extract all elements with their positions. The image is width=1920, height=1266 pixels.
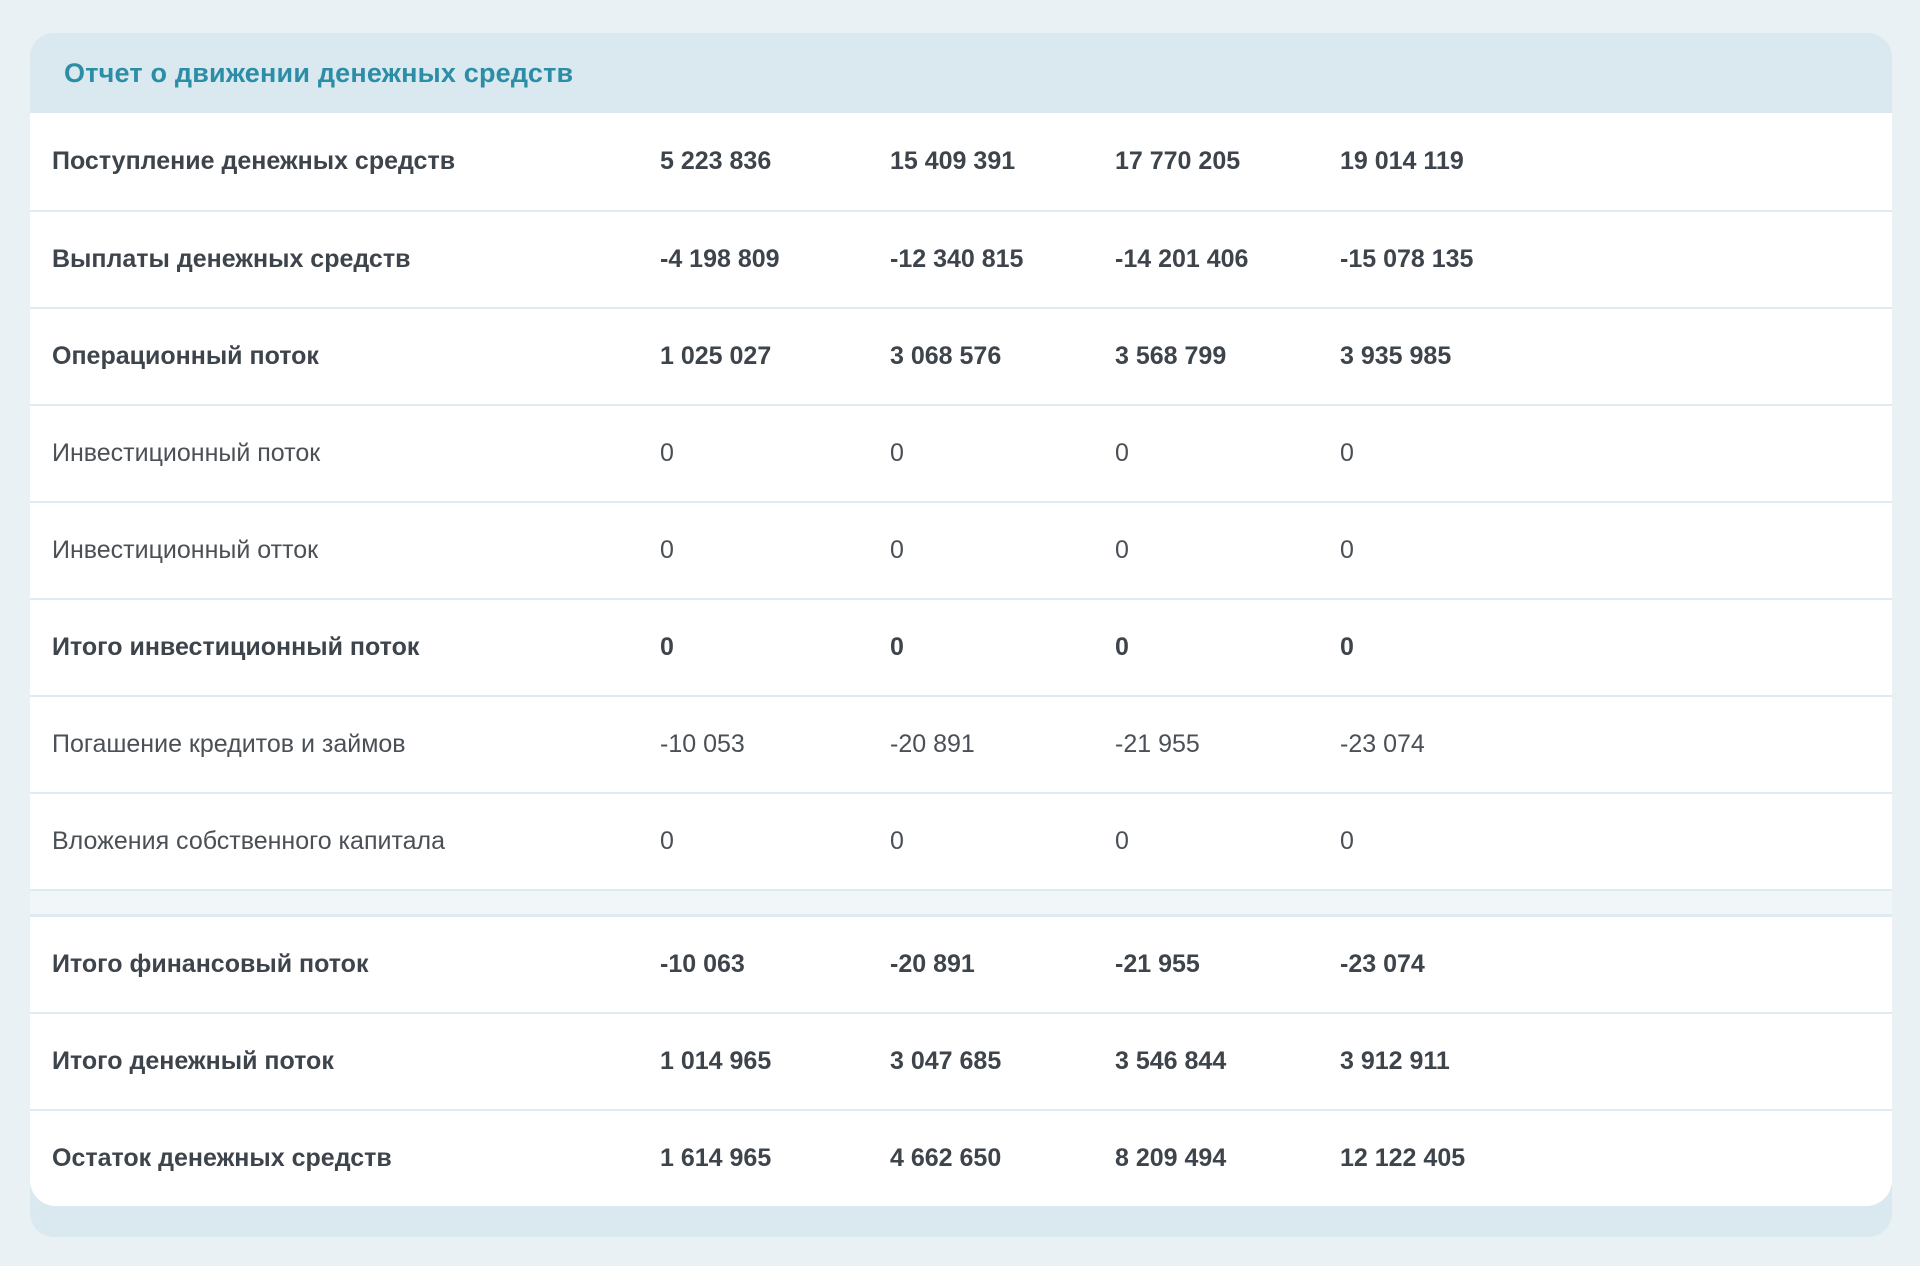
row-value: -23 074 [1340, 950, 1425, 978]
row-value: 19 014 119 [1340, 147, 1464, 175]
row-label: Погашение кредитов и займов [52, 730, 406, 758]
row-value: 0 [890, 439, 904, 467]
row-value: 5 223 836 [660, 147, 772, 175]
row-value: -10 063 [660, 950, 745, 978]
row-value: 0 [1340, 827, 1354, 855]
row-value: 1 014 965 [660, 1047, 772, 1075]
row-value: 4 662 650 [890, 1144, 1002, 1172]
cash-flow-report-card [30, 33, 1892, 1237]
row-value: 0 [1340, 439, 1354, 467]
row-value: -20 891 [890, 950, 975, 978]
row-value: 8 209 494 [1115, 1144, 1227, 1172]
row-value: -20 891 [890, 730, 975, 758]
spacer-row [30, 889, 1892, 915]
row-value: 0 [660, 633, 674, 661]
row-value: -21 955 [1115, 730, 1200, 758]
row-value: 0 [890, 827, 904, 855]
report-title: Отчет о движении денежных средств [64, 57, 574, 88]
row-label: Остаток денежных средств [52, 1144, 392, 1172]
row-value: 0 [1115, 439, 1129, 467]
row-value: 0 [660, 439, 674, 467]
row-value: 3 912 911 [1340, 1047, 1450, 1075]
row-value: -23 074 [1340, 730, 1425, 758]
table-row [30, 404, 1892, 501]
row-label: Вложения собственного капитала [52, 827, 446, 855]
row-value: 0 [1340, 536, 1354, 564]
table-row [30, 792, 1892, 889]
table-row [30, 598, 1892, 695]
row-value: 0 [1340, 633, 1354, 661]
row-value: -4 198 809 [660, 245, 780, 273]
row-label: Итого инвестиционный поток [52, 633, 420, 661]
row-value: 3 068 576 [890, 342, 1002, 370]
row-value: 0 [890, 633, 904, 661]
row-label: Операционный поток [52, 342, 319, 370]
row-value: 0 [1115, 827, 1129, 855]
row-value: 0 [1115, 536, 1129, 564]
row-value: 0 [660, 536, 674, 564]
row-value: 3 047 685 [890, 1047, 1002, 1075]
row-value: -15 078 135 [1340, 245, 1474, 273]
table-row [30, 1012, 1892, 1109]
row-label: Итого финансовый поток [52, 950, 369, 978]
table-row [30, 307, 1892, 404]
table-row [30, 210, 1892, 307]
row-value: 0 [890, 536, 904, 564]
report-header [30, 33, 1892, 113]
table-row [30, 501, 1892, 598]
row-value: 15 409 391 [890, 147, 1016, 175]
row-value: 17 770 205 [1115, 147, 1241, 175]
row-label: Инвестиционный поток [52, 439, 321, 467]
row-value: -14 201 406 [1115, 245, 1249, 273]
row-value: 0 [1115, 633, 1129, 661]
row-label: Инвестиционный отток [52, 536, 319, 564]
row-value: -21 955 [1115, 950, 1200, 978]
row-value: -12 340 815 [890, 245, 1024, 273]
row-label: Выплаты денежных средств [52, 245, 411, 273]
table-row [30, 113, 1892, 210]
row-value: 3 568 799 [1115, 342, 1227, 370]
row-value: 3 546 844 [1115, 1047, 1227, 1075]
row-value: 3 935 985 [1340, 342, 1452, 370]
row-label: Итого денежный поток [52, 1047, 334, 1075]
row-value: -10 053 [660, 730, 745, 758]
cash-flow-table [30, 113, 1892, 1206]
table-row [30, 695, 1892, 792]
row-value: 12 122 405 [1340, 1144, 1466, 1172]
table-row [30, 915, 1892, 1012]
row-value: 0 [660, 827, 674, 855]
row-value: 1 614 965 [660, 1144, 772, 1172]
row-label: Поступление денежных средств [52, 147, 456, 175]
table-row [30, 1109, 1892, 1206]
row-value: 1 025 027 [660, 342, 772, 370]
